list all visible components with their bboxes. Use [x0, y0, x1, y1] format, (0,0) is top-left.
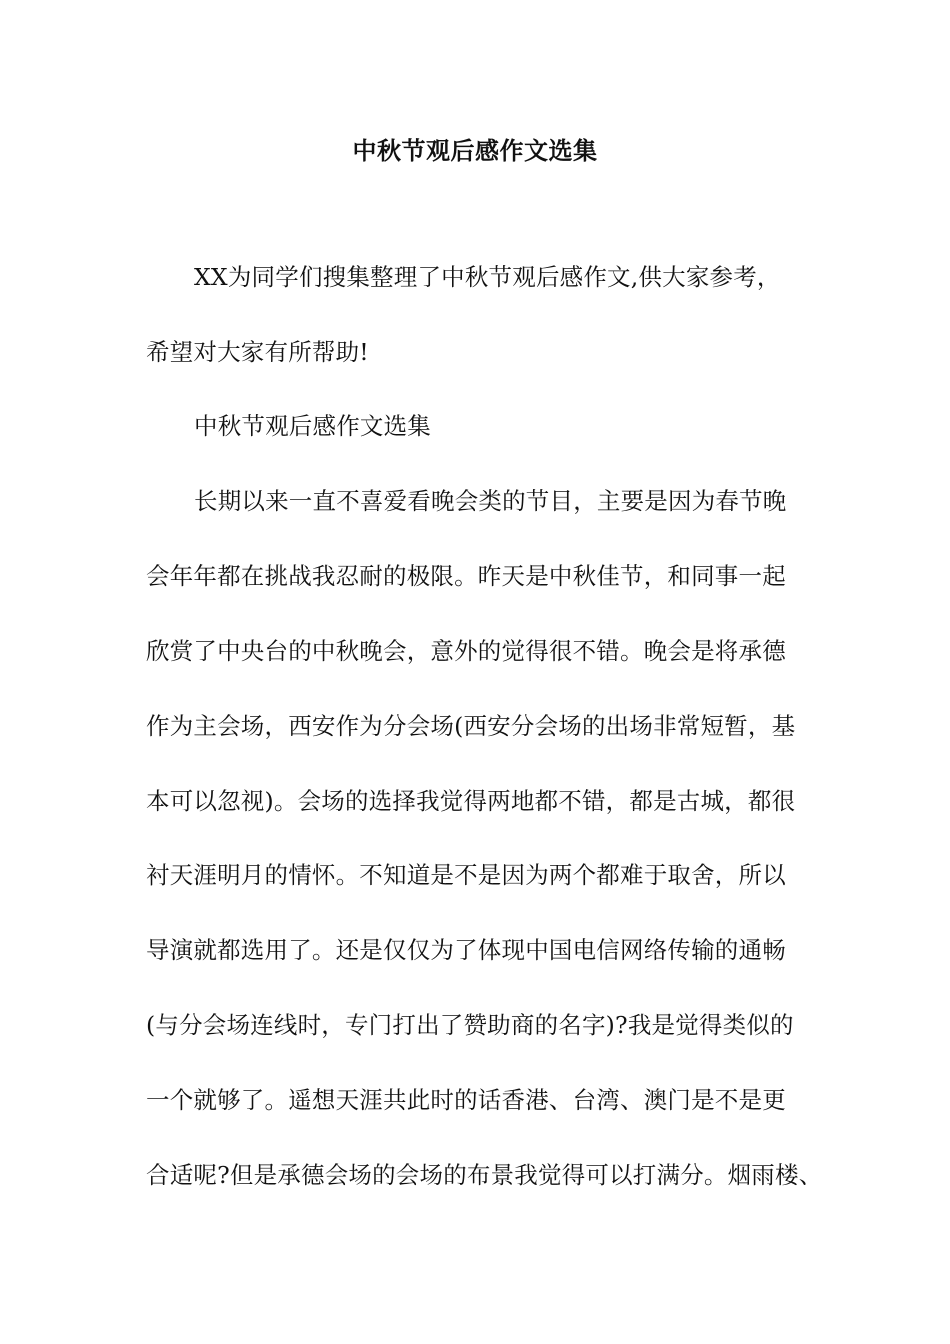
paragraph-line: 衬天涯明月的情怀。不知道是不是因为两个都难于取舍，所以 [146, 861, 786, 889]
paragraph-line: 本可以忽视)。会场的选择我觉得两地都不错，都是古城，都很 [146, 787, 796, 815]
paragraph-line: 导演就都选用了。还是仅仅为了体现中国电信网络传输的通畅 [146, 936, 786, 964]
paragraph-line: 合适呢?但是承德会场的会场的布景我觉得可以打满分。烟雨楼、 [146, 1161, 823, 1189]
section-heading: 中秋节观后感作文选集 [194, 412, 431, 440]
paragraph-line: 长期以来一直不喜爱看晚会类的节目，主要是因为春节晚 [194, 487, 787, 515]
document-title: 中秋节观后感作文选集 [352, 136, 598, 165]
paragraph-line: 作为主会场，西安作为分会场(西安分会场的出场非常短暂，基 [146, 712, 796, 740]
paragraph-line: XX为同学们搜集整理了中秋节观后感作文,供大家参考， [194, 263, 781, 291]
paragraph-line: 欣赏了中央台的中秋晚会，意外的觉得很不错。晚会是将承德 [146, 637, 786, 665]
paragraph-line: 一个就够了。遥想天涯共此时的话香港、台湾、澳门是不是更 [146, 1086, 786, 1114]
paragraph-line: 希望对大家有所帮助! [146, 338, 369, 366]
paragraph-line: (与分会场连线时，专门打出了赞助商的名字)?我是觉得类似的 [146, 1011, 794, 1039]
paragraph-line: 会年年都在挑战我忍耐的极限。昨天是中秋佳节，和同事一起 [146, 562, 786, 590]
